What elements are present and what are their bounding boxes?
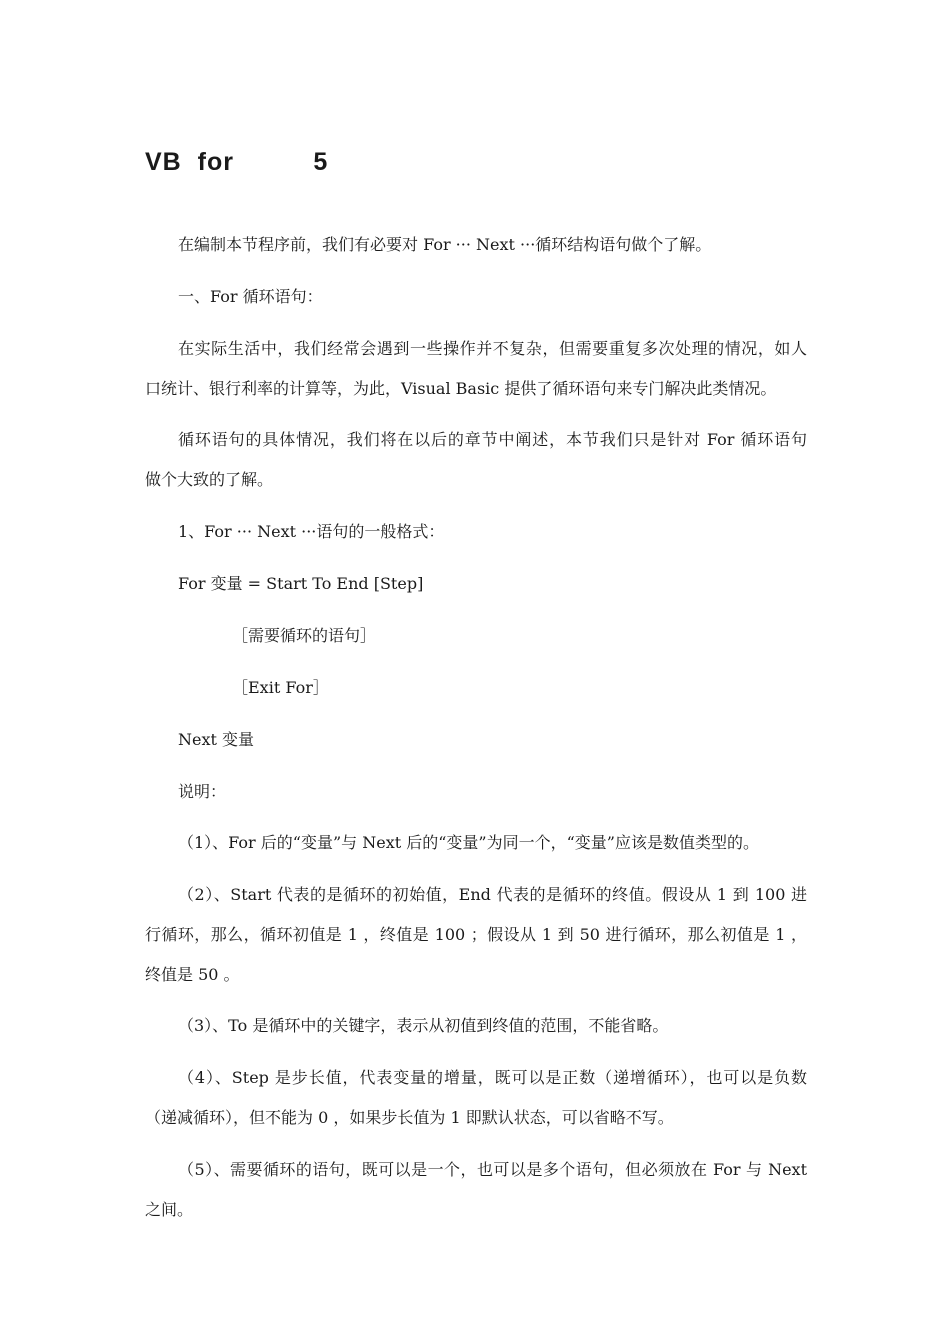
paragraph-line: 在实际生活中，我们经常会遇到一些操作并不复杂，但需要重复多次处理的情况，如人 [178,339,807,358]
note-item: （2）、Start 代表的是循环的初始值，End 代表的是循环的终值。假设从 1 到 100 进 [178,885,807,904]
note-item: （5）、需要循环的语句，既可以是一个，也可以是多个语句，但必须放在 For 与 Next [178,1160,807,1179]
explanation-heading: 说明： [178,782,227,801]
code-line: Next 变量 [178,730,255,749]
code-line: ［需要循环的语句］ [232,626,377,645]
note-item-continued: （递减循环），但不能为 0 ，如果步长值为 1 即默认状态，可以省略不写。 [145,1108,674,1127]
note-item: （1）、For 后的“变量”与 Next 后的“变量”为同一个，“变量”应该是数值类型的。 [178,833,759,852]
paragraph-line: 口统计、银行利率的计算等，为此，Visual Basic 提供了循环语句来专门解决此类情况。 [145,379,777,398]
document-title: VB for 5 [145,148,329,176]
subsection-heading: 1、For ··· Next ···语句的一般格式： [178,522,445,541]
paragraph-line: 做个大致的了解。 [145,470,274,489]
section-heading-for-loop: 一、For 循环语句： [178,287,323,306]
code-line: For 变量 = Start To End [Step] [178,574,424,593]
note-item: （3）、To 是循环中的关键字，表示从初值到终值的范围，不能省略。 [178,1016,669,1035]
note-item: （4）、Step 是步长值，代表变量的增量，既可以是正数（递增循环），也可以是负数 [178,1068,807,1087]
note-item-continued: 行循环，那么，循环初值是 1 ，终值是 100 ；假设从 1 到 50 进行循环，那么初值是 1 ， [145,925,807,944]
code-line: ［Exit For］ [232,678,329,697]
note-item-continued: 之间。 [145,1200,194,1219]
intro-paragraph: 在编制本节程序前，我们有必要对 For ··· Next ···循环结构语句做个了解。 [178,235,712,254]
note-item-continued: 终值是 50 。 [145,965,240,984]
paragraph-line: 循环语句的具体情况，我们将在以后的章节中阐述，本节我们只是针对 For 循环语句 [178,430,807,449]
